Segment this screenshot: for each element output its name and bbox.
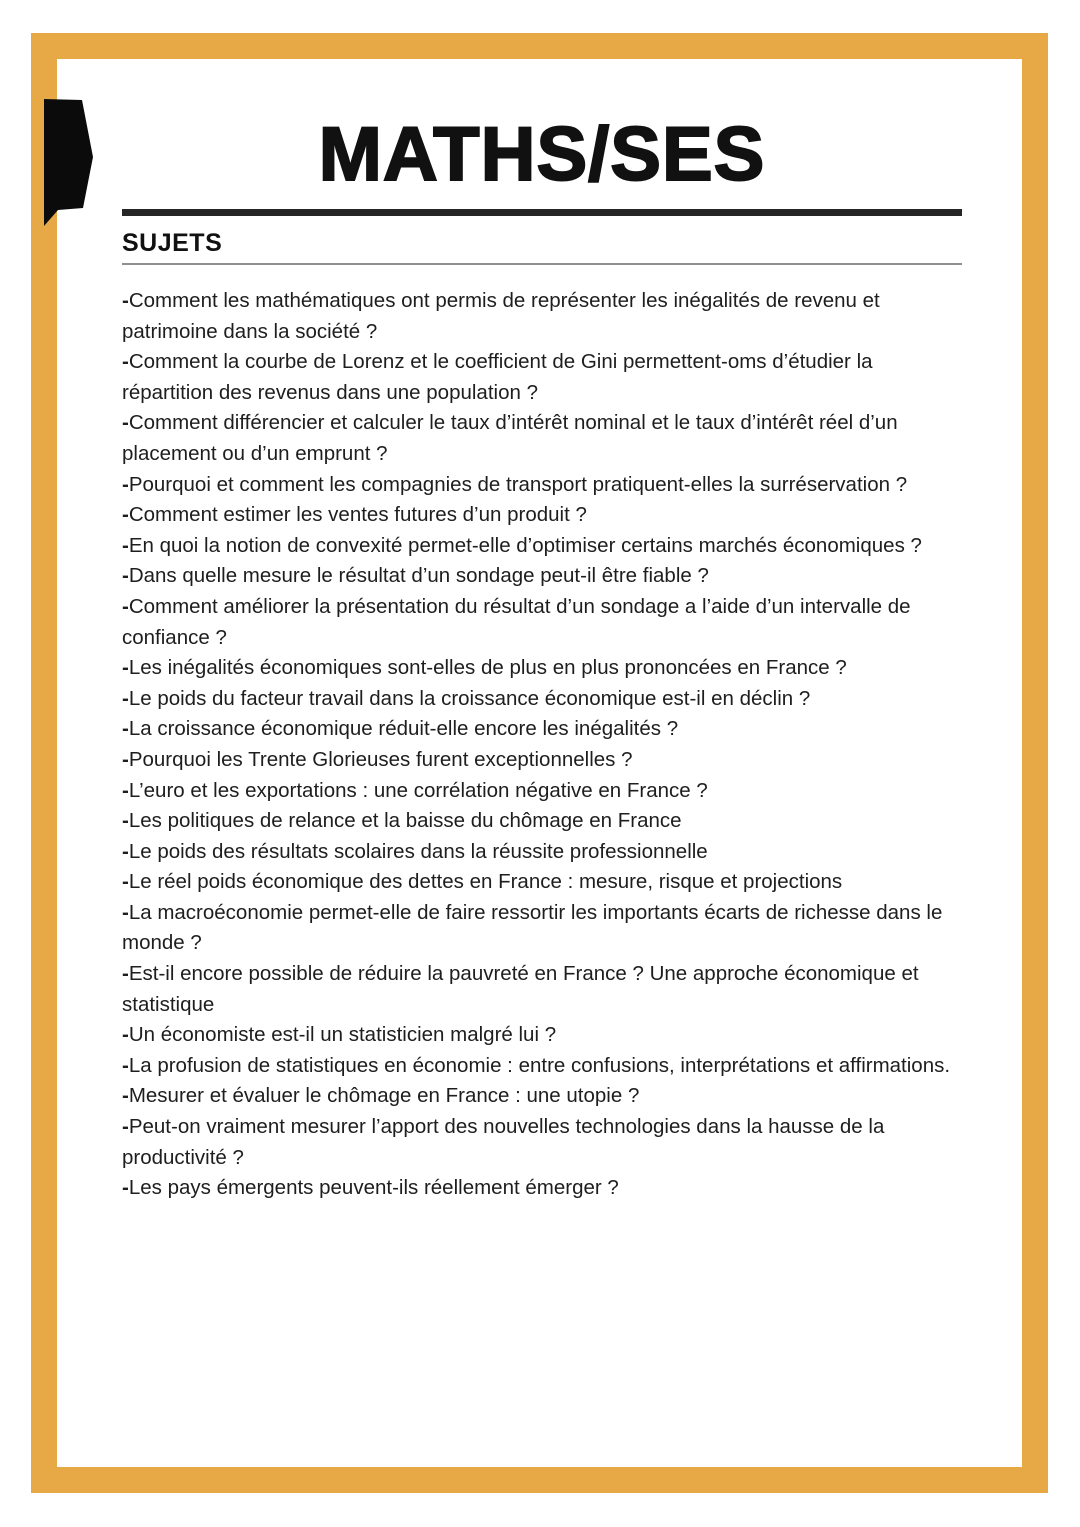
subject-item: -Le réel poids économique des dettes en France : mesure, risque et projections bbox=[122, 870, 843, 894]
subject-item: -Peut-on vraiment mesurer l’apport des nouvelles technologies dans la hausse de la productivité ? bbox=[122, 1115, 885, 1169]
page-title: MATHS/SES bbox=[318, 112, 766, 197]
bookmark-ribbon-icon bbox=[42, 97, 96, 229]
subject-item: -Les pays émergents peuvent-ils réellement émerger ? bbox=[122, 1176, 619, 1200]
subject-item: -Les inégalités économiques sont-elles de plus en plus prononcées en France ? bbox=[122, 656, 847, 680]
bullet-dash: - bbox=[122, 1053, 129, 1077]
subject-item: -En quoi la notion de convexité permet-elle d’optimiser certains marchés économiques ? bbox=[122, 533, 922, 557]
subject-item: -Comment estimer les ventes futures d’un produit ? bbox=[122, 503, 587, 527]
subject-item: -Pourquoi les Trente Glorieuses furent exceptionnelles ? bbox=[122, 747, 633, 771]
bullet-dash: - bbox=[122, 289, 129, 312]
bookmark-ribbon-shape bbox=[44, 99, 93, 226]
bullet-dash: - bbox=[122, 472, 129, 496]
bullet-dash: - bbox=[122, 656, 129, 680]
bullet-dash: - bbox=[122, 594, 129, 618]
bullet-dash: - bbox=[122, 870, 129, 894]
bullet-dash: - bbox=[122, 350, 129, 374]
bullet-dash: - bbox=[122, 839, 129, 863]
document-content bbox=[122, 60, 962, 1204]
subject-item: -La croissance économique réduit-elle encore les inégalités ? bbox=[122, 717, 679, 741]
subject-item: -L’euro et les exportations : une corrélation négative en France ? bbox=[122, 778, 708, 802]
subject-item: -Le poids du facteur travail dans la croissance économique est-il en déclin ? bbox=[122, 686, 811, 710]
subject-item: -Comment différencier et calculer le taux d’intérêt nominal et le taux d’intérêt réel d’un placement ou d’un emprunt ? bbox=[122, 411, 898, 465]
subject-item: -Un économiste est-il un statisticien malgré lui ? bbox=[122, 1023, 557, 1047]
subject-item: -La profusion de statistiques en économie : entre confusions, interprétations et affirmations. bbox=[122, 1053, 951, 1077]
bullet-dash: - bbox=[122, 900, 129, 924]
bullet-dash: - bbox=[122, 533, 129, 557]
subject-item: -Comment la courbe de Lorenz et le coefficient de Gini permettent-oms d’étudier la répartition des revenus dans une population ? bbox=[122, 350, 873, 404]
bullet-dash: - bbox=[122, 778, 129, 802]
bullet-dash: - bbox=[122, 962, 129, 986]
subject-item: -Le poids des résultats scolaires dans la réussite professionnelle bbox=[122, 839, 708, 863]
bullet-dash: - bbox=[122, 1023, 129, 1047]
bullet-dash: - bbox=[122, 411, 129, 435]
bullet-dash: - bbox=[122, 564, 129, 588]
bullet-dash: - bbox=[122, 503, 129, 527]
section-heading: SUJETS bbox=[122, 229, 223, 257]
bullet-dash: - bbox=[122, 1176, 129, 1200]
subject-item: -Est-il encore possible de réduire la pauvreté en France ? Une approche économique et statistique bbox=[122, 962, 919, 1016]
bullet-dash: - bbox=[122, 717, 129, 741]
subject-item: -Mesurer et évaluer le chômage en France : une utopie ? bbox=[122, 1084, 640, 1108]
bullet-dash: - bbox=[122, 686, 129, 710]
title-divider bbox=[122, 209, 962, 216]
subjects-list bbox=[122, 286, 962, 1204]
bullet-dash: - bbox=[122, 1084, 129, 1108]
bullet-dash: - bbox=[122, 809, 129, 833]
subject-item: -Comment les mathématiques ont permis de représenter les inégalités de revenu et patrimoine dans la société ? bbox=[122, 289, 880, 343]
bullet-dash: - bbox=[122, 1115, 129, 1139]
subject-item: -Dans quelle mesure le résultat d’un sondage peut-il être fiable ? bbox=[122, 564, 709, 588]
subject-item: -Pourquoi et comment les compagnies de transport pratiquent-elles la surréservation ? bbox=[122, 472, 908, 496]
subject-item: -La macroéconomie permet-elle de faire ressortir les importants écarts de richesse dans le monde ? bbox=[122, 900, 943, 955]
subject-item: -Comment améliorer la présentation du résultat d’un sondage a l’aide d’un intervalle de confiance ? bbox=[122, 594, 911, 649]
section-divider bbox=[122, 263, 962, 265]
bullet-dash: - bbox=[122, 747, 129, 771]
subject-item: -Les politiques de relance et la baisse du chômage en France bbox=[122, 809, 682, 833]
